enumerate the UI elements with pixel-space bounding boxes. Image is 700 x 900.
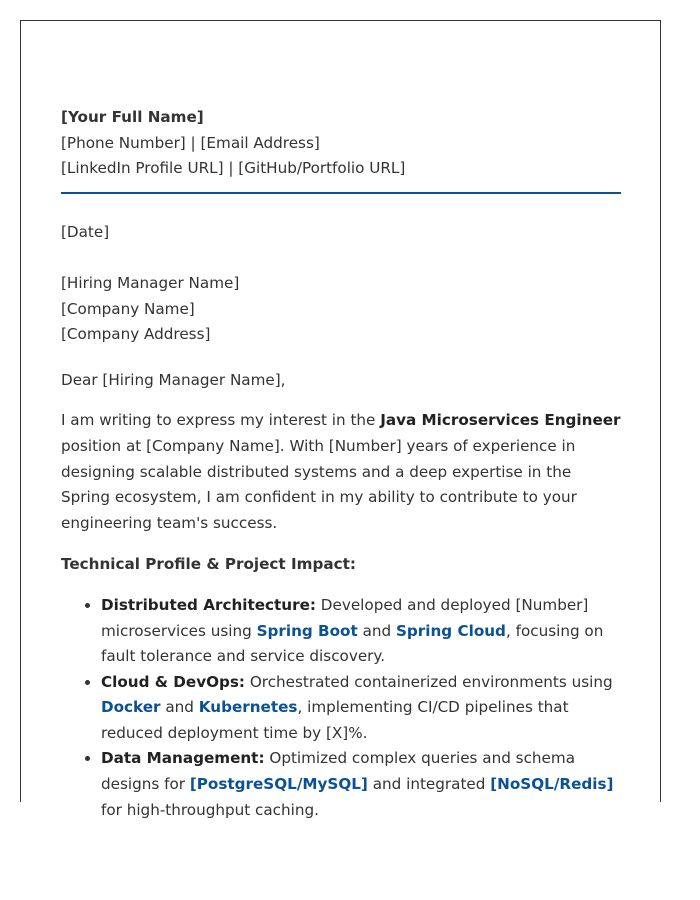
recipient-company: [Company Name] <box>61 299 195 318</box>
letter-date: [Date] <box>61 222 110 241</box>
intro-paragraph <box>61 408 621 536</box>
bullet-label: Data Management: <box>101 749 265 768</box>
impact-list <box>61 593 621 823</box>
bullet-text: Optimized complex queries and schema designs for <box>101 749 576 794</box>
list-item <box>101 746 621 823</box>
tech-highlight: [NoSQL/Redis] <box>490 775 614 794</box>
section-title: Technical Profile & Project Impact: <box>61 555 356 574</box>
bullet-text: Orchestrated containerized environments using <box>245 672 613 691</box>
salutation: Dear [Hiring Manager Name], <box>61 370 286 389</box>
tech-highlight: Docker <box>101 698 161 717</box>
bullet-text: Developed and deployed [Number] microservices using <box>101 595 589 640</box>
letter-header <box>61 105 621 194</box>
letter-page <box>20 20 661 819</box>
tech-highlight: Spring Boot <box>256 621 358 640</box>
intro-text-before: I am writing to express my interest in the <box>61 411 381 430</box>
bullet-text: and integrated <box>367 775 491 794</box>
list-item <box>101 670 621 747</box>
bullet-text: for high-throughput caching. <box>101 800 319 819</box>
intro-text-after: position at [Company Name]. With [Number] years of experience in designing scalable distributed systems and a deep expertise in the Spring ecosystem, I am confident in my ability to contribute to your engineering team's success. <box>61 436 577 532</box>
bullet-label: Distributed Architecture: <box>101 595 316 614</box>
tech-highlight: Kubernetes <box>198 698 298 717</box>
letter-content <box>61 105 621 823</box>
bullet-text: , focusing on fault tolerance and service discovery. <box>101 621 604 666</box>
tech-highlight: Spring Cloud <box>395 621 506 640</box>
recipient-address: [Company Address] <box>61 325 211 344</box>
tech-highlight: [PostgreSQL/MySQL] <box>189 775 368 794</box>
bullet-text: , implementing CI/CD pipelines that reduced deployment time by [X]%. <box>101 698 569 742</box>
sender-contact-line-1: [Phone Number] | [Email Address] <box>61 133 320 152</box>
bullet-label: Cloud & DevOps: <box>101 672 245 691</box>
bullet-text: and <box>357 621 396 640</box>
sender-name: [Your Full Name] <box>61 108 204 126</box>
recipient-block <box>61 271 621 348</box>
bullet-text: and <box>160 698 199 717</box>
recipient-manager: [Hiring Manager Name] <box>61 273 240 292</box>
list-item <box>101 593 621 670</box>
sender-contact-line-2: [LinkedIn Profile URL] | [GitHub/Portfolio URL] <box>61 159 406 178</box>
intro-role: Java Microservices Engineer <box>380 411 621 430</box>
